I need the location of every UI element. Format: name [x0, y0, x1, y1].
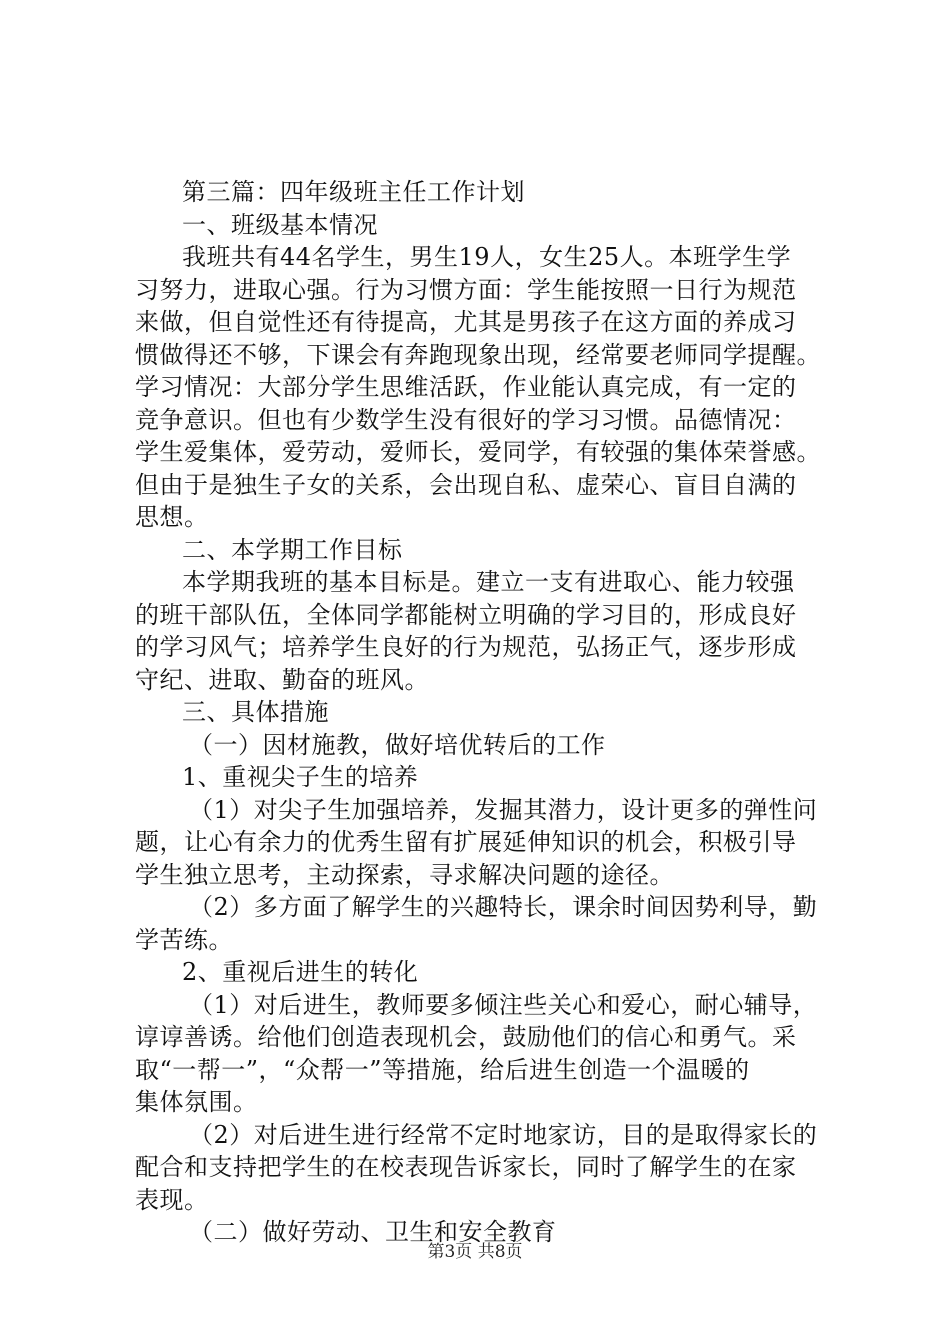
text-line: 学习情况：大部分学生思维活跃，作业能认真完成，有一定的: [135, 373, 797, 401]
text-line: 来做，但自觉性还有待提高，尤其是男孩子在这方面的养成习: [135, 308, 797, 336]
text-line: 的班干部队伍，全体同学都能树立明确的学习目的，形成良好: [135, 600, 797, 629]
text-line: 配合和支持把学生的在校表现告诉家长，同时了解学生的在家: [135, 1153, 797, 1181]
text-line: 二、本学期工作目标: [182, 535, 403, 564]
text-line: 学生爱集体，爱劳动，爱师长，爱同学，有较强的集体荣誉感。: [135, 438, 821, 466]
text-line: 习努力，进取心强。行为习惯方面：学生能按照一日行为规范: [135, 275, 797, 304]
text-line: 但由于是独生子女的关系，会出现自私、虚荣心、盲目自满的: [135, 470, 797, 499]
text-line: 谆谆善诱。给他们创造表现机会，鼓励他们的信心和勇气。采: [135, 1023, 797, 1051]
document-body: [135, 176, 835, 1249]
text-line: 我班共有44名学生，男生19人，女生25人。本班学生学: [182, 243, 792, 271]
text-line: 守纪、进取、勤奋的班风。: [135, 665, 429, 694]
text-line: （一）因材施教，做好培优转后的工作: [189, 730, 606, 759]
text-line: 2、重视后进生的转化: [182, 958, 419, 986]
text-line: 学苦练。: [135, 925, 233, 954]
text-line: 集体氛围。: [135, 1088, 258, 1116]
text-line: 题，让心有余力的优秀生留有扩展延伸知识的机会，积极引导: [135, 828, 797, 856]
text-line: 本学期我班的基本目标是。建立一支有进取心、能力较强: [182, 568, 795, 596]
text-line: 的学习风气；培养学生良好的行为规范，弘扬正气，逐步形成: [135, 633, 797, 661]
text-line: 1、重视尖子生的培养: [182, 763, 419, 791]
text-line: 思想。: [135, 503, 209, 531]
text-line: 表现。: [135, 1185, 209, 1214]
text-line: 一、班级基本情况: [182, 210, 378, 239]
page-number: 第3页 共8页: [427, 1242, 523, 1262]
text-line: （1）对尖子生加强培养，发掘其潜力，设计更多的弹性问: [189, 795, 818, 824]
text-line: （二）做好劳动、卫生和安全教育: [189, 1218, 557, 1246]
text-line: 学生独立思考，主动探索，寻求解决问题的途径。: [135, 860, 674, 889]
text-line: （2）多方面了解学生的兴趣特长，课余时间因势利导，勤: [189, 893, 818, 921]
text-line: 第三篇：四年级班主任工作计划: [182, 178, 525, 206]
text-line: 三、具体措施: [182, 698, 329, 726]
text-line: 取“一帮一”，“众帮一”等措施，给后进生创造一个温暖的: [135, 1055, 750, 1084]
text-line: （2）对后进生进行经常不定时地家访，目的是取得家长的: [189, 1120, 818, 1149]
text-line: （1）对后进生，教师要多倾注些关心和爱心，耐心辅导，: [189, 990, 818, 1019]
text-line: 惯做得还不够，下课会有奔跑现象出现，经常要老师同学提醒。: [135, 340, 821, 369]
text-line: 竞争意识。但也有少数学生没有很好的学习习惯。品德情况：: [135, 405, 797, 434]
